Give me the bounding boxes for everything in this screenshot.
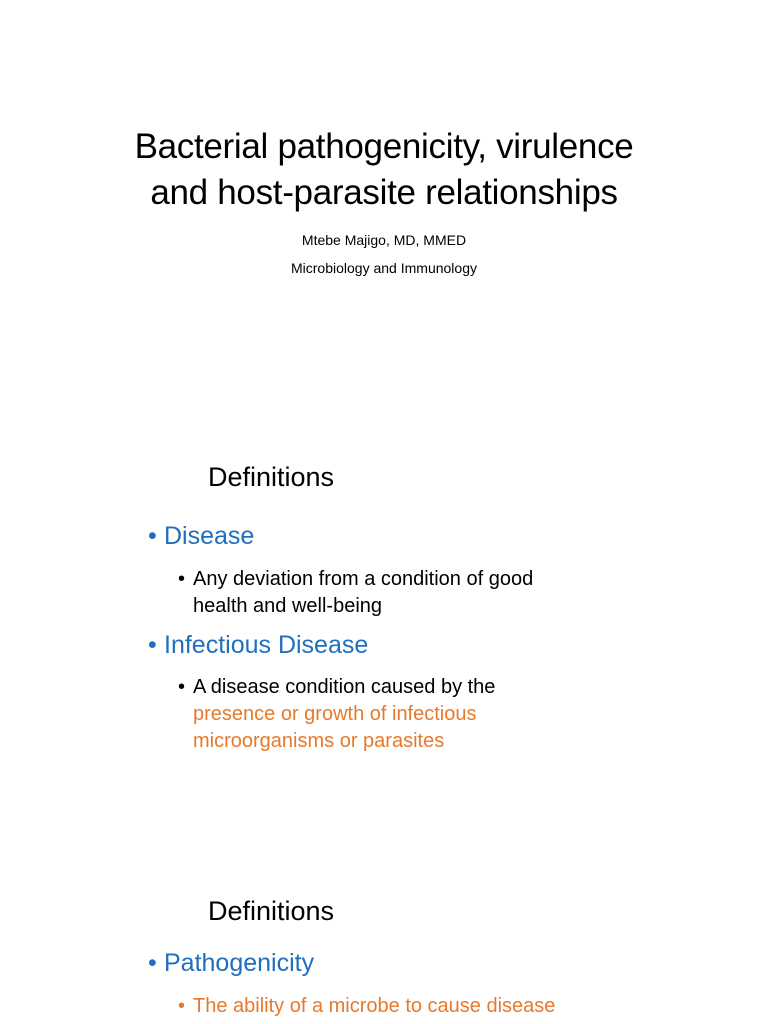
slide-heading: Definitions [208,462,335,492]
definitions-slide-2 [0,856,768,1024]
sub-bullet-disease-definition [178,566,628,620]
bullet-pathogenicity [148,949,314,978]
sub-bullet-line: A disease condition caused by the [193,676,496,698]
bullet-icon: • [148,949,157,977]
title-slide [0,0,768,330]
slide-title-line-2: and host-parasite relationships [150,173,618,212]
definitions-slide-1 [0,420,768,820]
bullet-icon: • [178,995,186,1017]
bullet-term: Disease [164,522,255,550]
bullet-icon: • [148,631,157,659]
bullet-icon: • [178,568,186,590]
sub-bullet-line: Any deviation from a condition of good [193,568,534,590]
sub-bullet-highlight-line: The ability of a microbe to cause disease [193,995,556,1017]
bullet-term: Pathogenicity [164,949,315,977]
sub-bullet-highlight-line: microorganisms or parasites [193,730,445,752]
bullet-disease [148,522,254,551]
sub-bullet-line: health and well-being [193,595,383,617]
sub-bullet-pathogenicity-definition [178,993,638,1020]
department-subtitle: Microbiology and Immunology [291,260,477,276]
slide-heading: Definitions [208,896,335,926]
sub-bullet-highlight-line: presence or growth of infectious [193,703,477,725]
author-subtitle: Mtebe Majigo, MD, MMED [301,232,467,248]
bullet-icon: • [148,522,157,550]
bullet-infectious-disease [148,631,368,660]
bullet-icon: • [178,676,186,698]
bullet-term: Infectious Disease [164,631,369,659]
slide-title [0,124,768,216]
slide-title-line-1: Bacterial pathogenicity, virulence [134,127,634,166]
sub-bullet-infectious-definition [178,674,628,755]
